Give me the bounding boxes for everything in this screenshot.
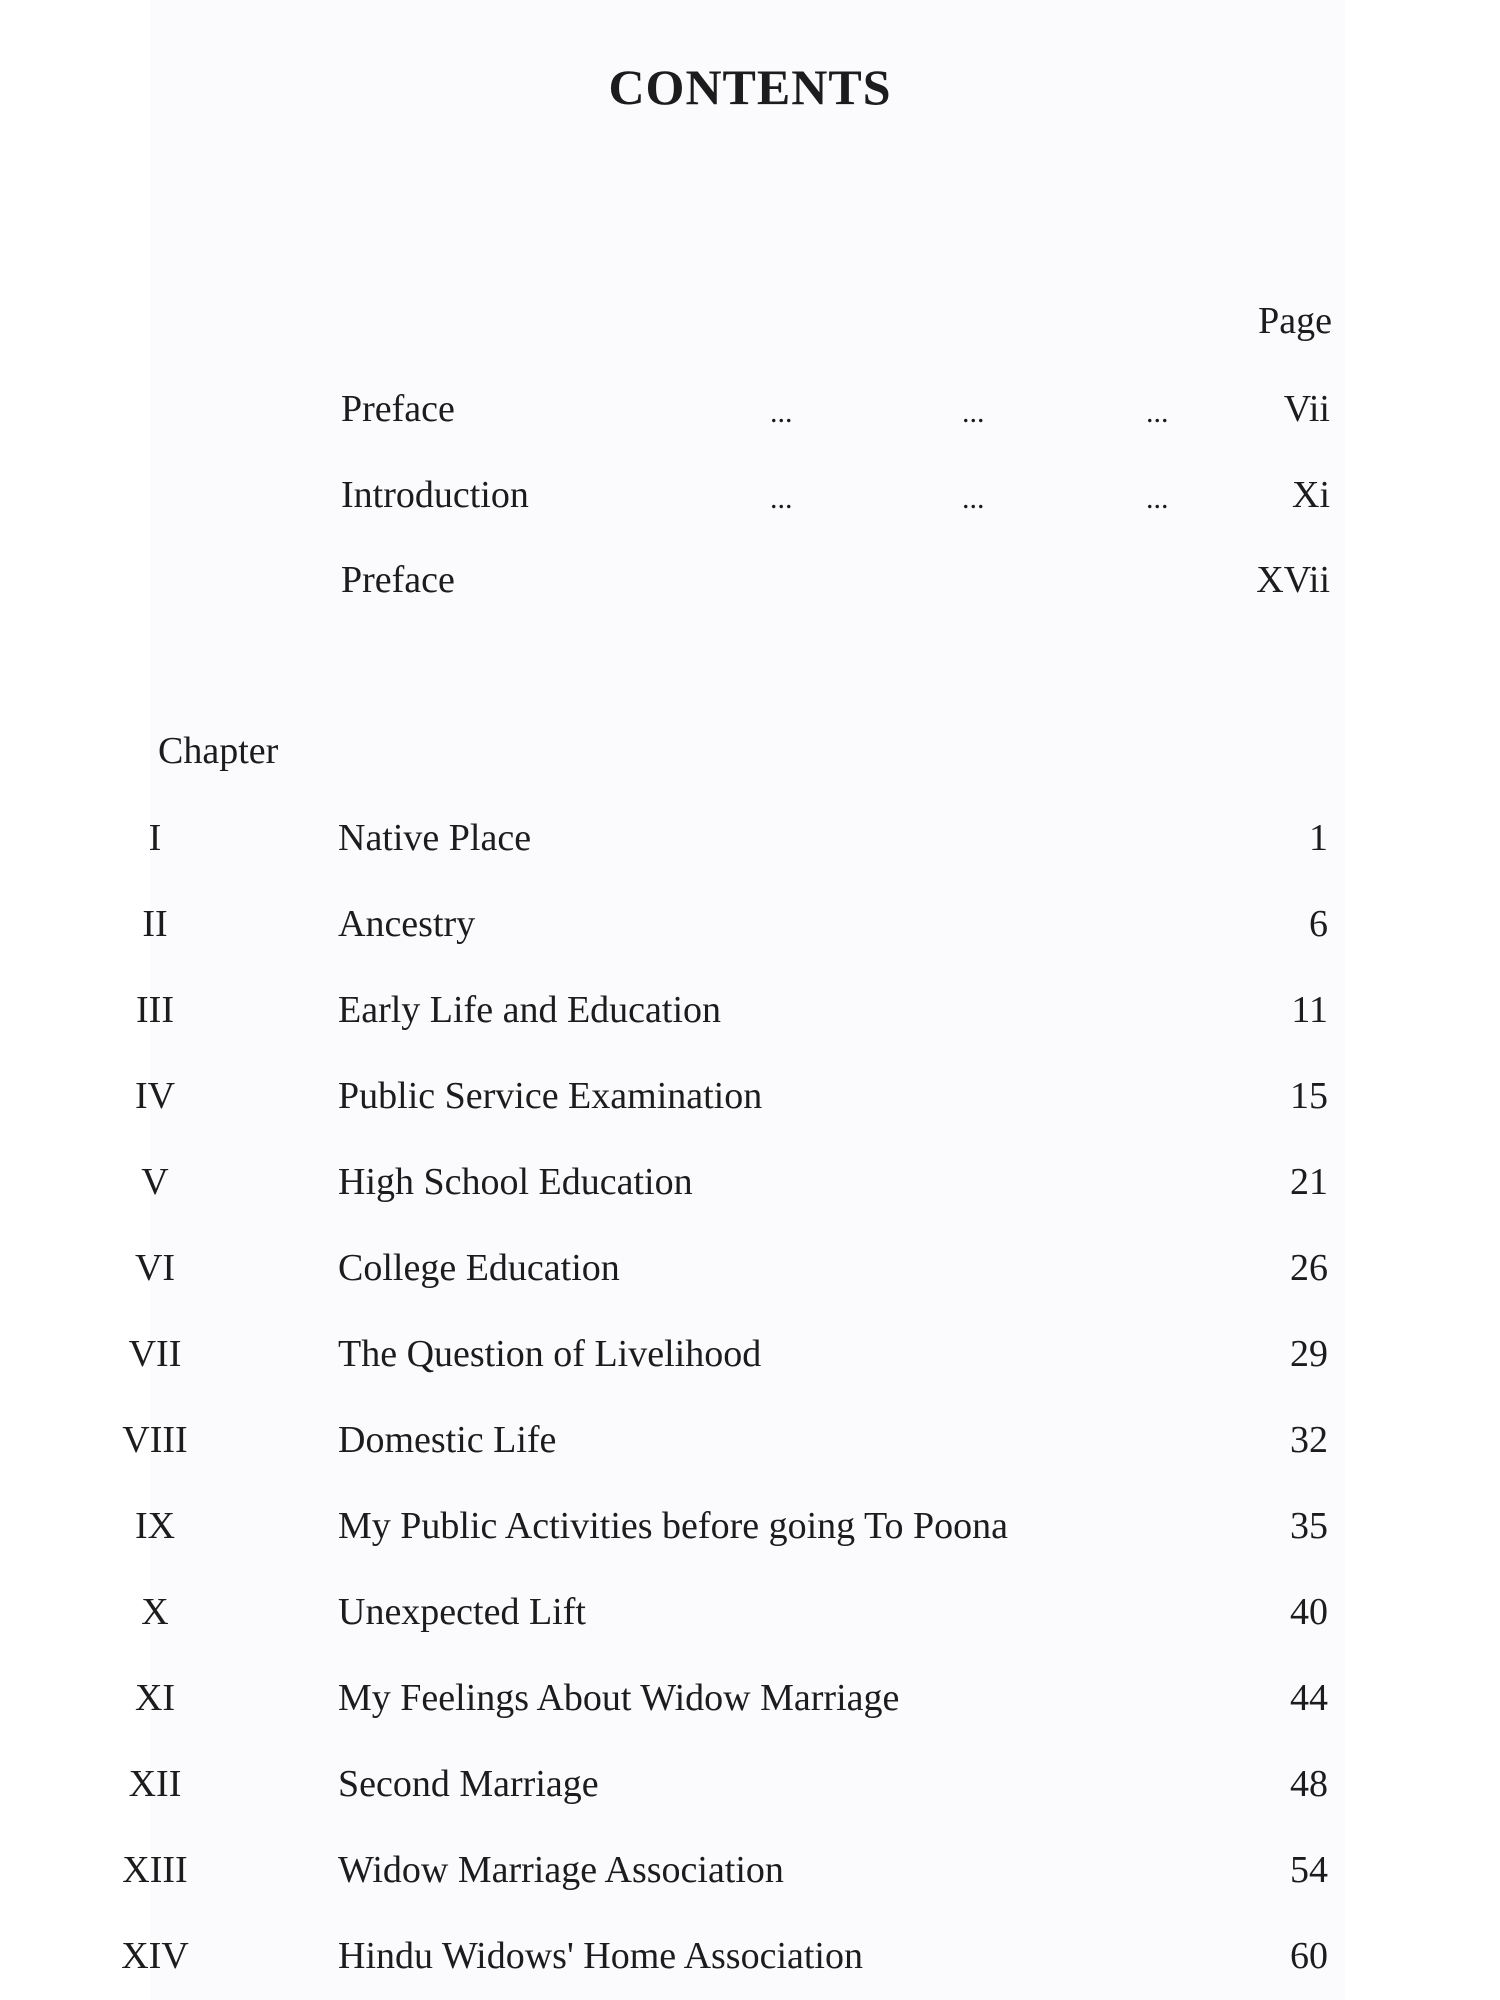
chapter-number: VII — [128, 1333, 182, 1375]
chapter-page: 60 — [1290, 1935, 1328, 1977]
chapter-title: Early Life and Education — [338, 989, 722, 1031]
leader-dots: ... — [770, 482, 793, 515]
leader-dots: ... — [770, 396, 793, 429]
chapter-page: 54 — [1290, 1849, 1328, 1891]
toc-entry-title: Introduction — [341, 474, 529, 516]
chapter-title: College Education — [338, 1247, 620, 1289]
chapter-number: I — [148, 817, 162, 859]
chapter-title: My Feelings About Widow Marriage — [338, 1677, 900, 1719]
chapter-title: The Question of Livelihood — [338, 1333, 762, 1375]
toc-entry-page: Xi — [1292, 474, 1330, 516]
toc-entry-title: Preface — [341, 388, 455, 430]
chapter-number: II — [142, 903, 168, 945]
chapter-number: X — [141, 1591, 169, 1633]
chapter-title: Public Service Examination — [338, 1075, 763, 1117]
leader-dots: ... — [1146, 482, 1169, 515]
chapter-page: 29 — [1290, 1333, 1328, 1375]
chapter-number: VI — [134, 1247, 176, 1289]
leader-dots: ... — [962, 482, 985, 515]
chapter-number: IV — [134, 1075, 176, 1117]
chapter-page: 35 — [1290, 1505, 1328, 1547]
chapter-title: Widow Marriage Association — [338, 1849, 784, 1891]
chapter-number: XIII — [122, 1849, 188, 1891]
chapter-number: III — [136, 989, 174, 1031]
chapter-page: 40 — [1290, 1591, 1328, 1633]
chapter-column-header: Chapter — [158, 730, 279, 772]
chapter-number: VIII — [122, 1419, 188, 1461]
chapter-page: 1 — [1309, 817, 1328, 859]
leader-dots: ... — [1146, 396, 1169, 429]
chapter-title: Second Marriage — [338, 1763, 599, 1805]
chapter-title: Domestic Life — [338, 1419, 557, 1461]
chapter-page: 26 — [1290, 1247, 1328, 1289]
chapter-number: XIV — [121, 1935, 189, 1977]
page-title: CONTENTS — [608, 59, 892, 115]
chapter-page: 11 — [1291, 989, 1328, 1031]
toc-entry-page: XVii — [1256, 559, 1330, 601]
chapter-title: Hindu Widows' Home Association — [338, 1935, 863, 1977]
chapter-title: Ancestry — [338, 903, 476, 945]
chapter-title: My Public Activities before going To Poona — [338, 1505, 1009, 1547]
toc-entry-page: Vii — [1283, 388, 1330, 430]
chapter-title: High School Education — [338, 1161, 693, 1203]
chapter-page: 44 — [1290, 1677, 1328, 1719]
chapter-number: XII — [128, 1763, 182, 1805]
chapter-page: 21 — [1290, 1161, 1328, 1203]
chapter-number: V — [141, 1161, 169, 1203]
chapter-page: 32 — [1290, 1419, 1328, 1461]
chapter-page: 15 — [1290, 1075, 1328, 1117]
toc-entry-title: Preface — [341, 559, 455, 601]
chapter-number: IX — [134, 1505, 176, 1547]
chapter-title: Native Place — [338, 817, 532, 859]
chapter-page: 48 — [1290, 1763, 1328, 1805]
chapter-page: 6 — [1309, 903, 1328, 945]
page-column-header: Page — [1258, 300, 1332, 342]
chapter-title: Unexpected Lift — [338, 1591, 586, 1633]
leader-dots: ... — [962, 396, 985, 429]
chapter-number: XI — [134, 1677, 176, 1719]
